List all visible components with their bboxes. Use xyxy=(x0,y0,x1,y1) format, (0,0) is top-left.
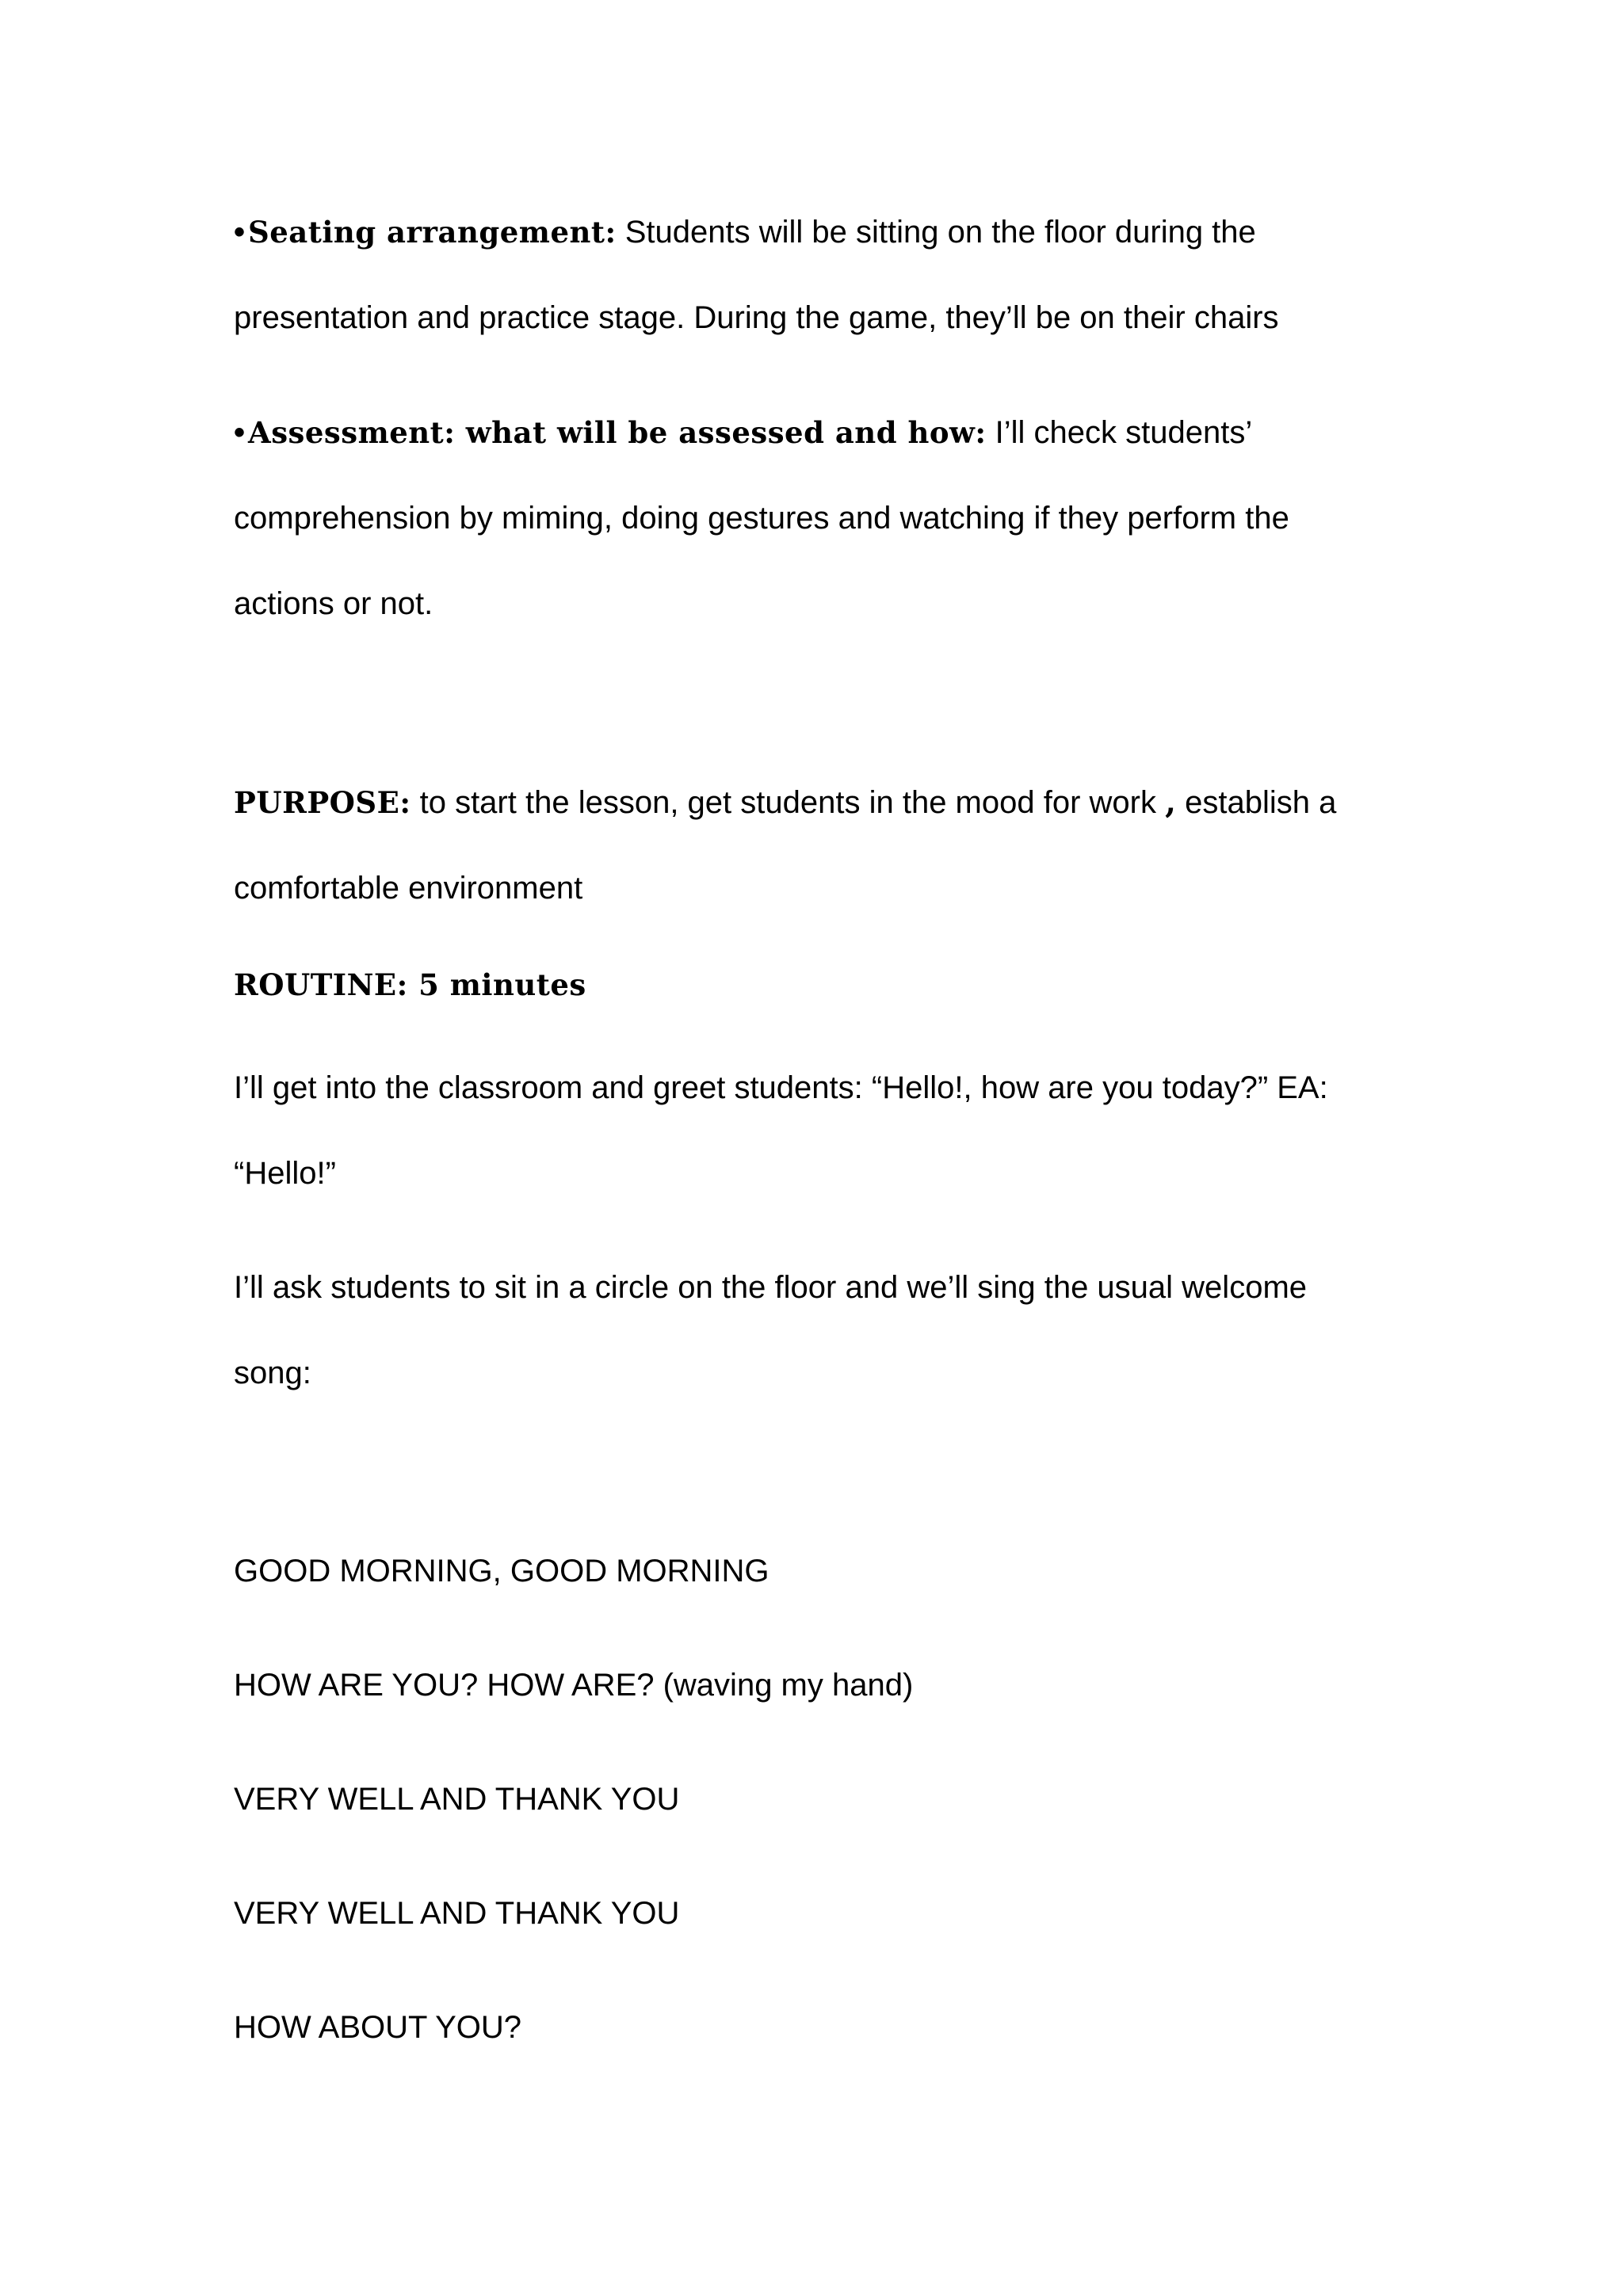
bullet-icon: • xyxy=(234,415,246,450)
seating-label: Seating arrangement: xyxy=(248,215,617,250)
purpose-line-1 xyxy=(234,783,1336,822)
seating-line-1 xyxy=(234,212,1256,252)
purpose-comma: , xyxy=(1165,784,1177,821)
assessment-line-2: comprehension by miming, doing gestures and watching if they perform the xyxy=(234,501,1289,536)
song-line: VERY WELL AND THANK YOU xyxy=(234,1782,680,1817)
song-line: HOW ABOUT YOU? xyxy=(234,2010,522,2045)
song-line: HOW ARE YOU? HOW ARE? (waving my hand) xyxy=(234,1668,914,1703)
assessment-line-1 xyxy=(234,413,1252,452)
song-line: VERY WELL AND THANK YOU xyxy=(234,1896,680,1931)
assessment-text-1: I’ll check students’ xyxy=(986,415,1253,450)
seating-text-1: Students will be sitting on the floor during the xyxy=(616,215,1256,250)
purpose-text-1b: establish a xyxy=(1176,785,1337,820)
routine-para2-line-2: song: xyxy=(234,1356,311,1390)
assessment-line-3: actions or not. xyxy=(234,586,433,621)
purpose-line-2: comfortable environment xyxy=(234,871,583,906)
bullet-icon: • xyxy=(234,215,246,250)
routine-para2-line-1: I’ll ask students to sit in a circle on the floor and we’ll sing the usual welcome xyxy=(234,1270,1308,1305)
assessment-label: Assessment: what will be assessed and how: xyxy=(248,415,987,450)
seating-line-2: presentation and practice stage. During the game, they’ll be on their chairs xyxy=(234,300,1279,335)
routine-heading: ROUTINE: 5 minutes xyxy=(234,967,586,1002)
routine-para1-line-2: “Hello!” xyxy=(234,1156,336,1191)
song-line: GOOD MORNING, GOOD MORNING xyxy=(234,1554,769,1589)
purpose-text-1a: to start the lesson, get students in the mood for work xyxy=(411,785,1166,820)
routine-para1-line-1: I’ll get into the classroom and greet students: “Hello!, how are you today?” EA: xyxy=(234,1070,1328,1105)
purpose-label: PURPOSE: xyxy=(234,785,411,820)
